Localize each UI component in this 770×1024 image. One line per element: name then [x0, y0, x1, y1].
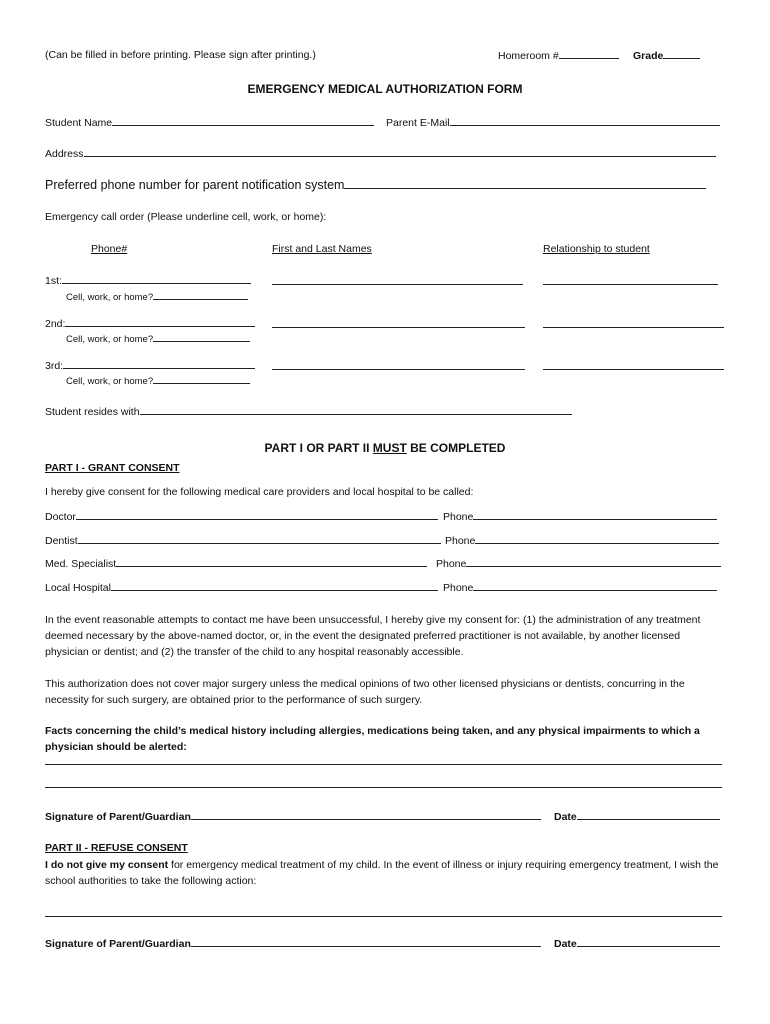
- medical-history-line-2[interactable]: [45, 787, 722, 788]
- must-heading-part2: BE COMPLETED: [406, 441, 506, 455]
- contact-row-3-phone[interactable]: [45, 359, 255, 372]
- contact-row-1-name-line[interactable]: [272, 284, 523, 285]
- provider-doctor-phone[interactable]: [443, 510, 717, 523]
- provider-doctor-label: Doctor: [45, 511, 76, 523]
- medical-history-prompt: Facts concerning the child’s medical history including allergies, medications being taken, and any physical impairments to which a physician should be alerted:: [45, 725, 700, 753]
- provider-doctor-phone-label: Phone: [443, 511, 474, 523]
- contact-row-2-relationship-line[interactable]: [543, 327, 724, 328]
- form-title: EMERGENCY MEDICAL AUTHORIZATION FORM: [247, 82, 523, 96]
- preferred-phone-field[interactable]: [45, 178, 706, 192]
- part1-date-label: Date: [554, 811, 577, 823]
- provider-dentist-phone-label: Phone: [445, 535, 476, 547]
- refuse-text: for emergency medical treatment of my child. In the event of illness or injury requiring emergency treatment, I wish the school authorities to take the following action:: [45, 859, 719, 887]
- provider-dentist-field[interactable]: [45, 534, 441, 547]
- part1-signature-label: Signature of Parent/Guardian: [45, 811, 191, 823]
- refuse-action-line[interactable]: [45, 916, 722, 917]
- contact-row-2-phone[interactable]: [45, 317, 255, 330]
- contact-row-2-type-label: Cell, work, or home?: [66, 334, 154, 345]
- student-name-label: Student Name: [45, 117, 113, 129]
- part1-heading: PART I - GRANT CONSENT: [45, 462, 180, 474]
- provider-dentist-phone[interactable]: [445, 534, 719, 547]
- grade-label: Grade: [633, 50, 664, 62]
- printing-note: (Can be filled in before printing. Please sign after printing.): [45, 49, 316, 61]
- part1-intro: I hereby give consent for the following medical care providers and local hospital to be called:: [45, 486, 474, 498]
- contact-row-1-type-label: Cell, work, or home?: [66, 292, 154, 303]
- contact-row-1-phone[interactable]: [45, 274, 251, 287]
- part2-heading: PART II - REFUSE CONSENT: [45, 842, 188, 854]
- contact-row-3-type[interactable]: [66, 374, 250, 387]
- homeroom-field[interactable]: [498, 49, 619, 62]
- provider-specialist-field[interactable]: [45, 557, 427, 570]
- resides-with-field[interactable]: [45, 405, 572, 418]
- contact-row-2-name-line[interactable]: [272, 327, 525, 328]
- contact-row-1-relationship-line[interactable]: [543, 284, 718, 285]
- surgery-paragraph: This authorization does not cover major surgery unless the medical opinions of two other licensed physicians or dentists, concurring in the necessity for such surgery, are obtained prior to the performance of such surgery.: [45, 678, 685, 706]
- medical-history-line-1[interactable]: [45, 764, 722, 765]
- contact-row-3-label: 3rd:: [45, 360, 64, 372]
- provider-hospital-phone-label: Phone: [443, 582, 474, 594]
- parent-email-field[interactable]: [386, 116, 720, 129]
- provider-dentist-label: Dentist: [45, 535, 78, 547]
- contact-row-3-name-line[interactable]: [272, 369, 525, 370]
- must-complete-heading: [0, 441, 770, 455]
- contact-row-3-relationship-line[interactable]: [543, 369, 724, 370]
- col-phone-header: Phone#: [91, 243, 128, 255]
- must-heading-part1: PART I OR PART II: [264, 441, 373, 455]
- part1-signature-field[interactable]: [45, 810, 541, 823]
- contact-row-2-label: 2nd:: [45, 318, 66, 330]
- contact-row-2-type[interactable]: [66, 332, 250, 345]
- part2-signature-field[interactable]: [45, 937, 541, 950]
- provider-specialist-phone-label: Phone: [436, 558, 467, 570]
- resides-with-label: Student resides with: [45, 406, 140, 418]
- provider-hospital-field[interactable]: [45, 581, 438, 594]
- consent-paragraph: In the event reasonable attempts to contact me have been unsuccessful, I hereby give my consent for: (1) the administration of any treatment deemed necessary by the above-named doctor, or, in the event the designated preferred practitioner is not available, by another licensed physician or dentist; and (2) the transfer of the child to any hospital reasonably accessible.: [45, 614, 701, 658]
- contact-row-1-label: 1st:: [45, 275, 62, 287]
- col-names-header: First and Last Names: [272, 243, 372, 255]
- refuse-paragraph: [45, 857, 725, 889]
- preferred-phone-label: Preferred phone number for parent notification system: [45, 178, 345, 192]
- call-order-instruction: Emergency call order (Please underline cell, work, or home):: [45, 211, 327, 223]
- refuse-bold-text: I do not give my consent: [45, 859, 169, 871]
- provider-hospital-label: Local Hospital: [45, 582, 111, 594]
- col-relationship-header: Relationship to student: [543, 243, 650, 255]
- address-field[interactable]: [45, 147, 716, 160]
- grade-field[interactable]: [633, 49, 700, 62]
- contact-row-1-type[interactable]: [66, 290, 248, 303]
- provider-specialist-phone[interactable]: [436, 557, 721, 570]
- address-label: Address: [45, 148, 84, 160]
- contact-row-3-type-label: Cell, work, or home?: [66, 376, 154, 387]
- part2-date-field[interactable]: [554, 937, 720, 950]
- provider-doctor-field[interactable]: [45, 510, 438, 523]
- provider-hospital-phone[interactable]: [443, 581, 717, 594]
- student-name-field[interactable]: [45, 116, 374, 129]
- part2-signature-label: Signature of Parent/Guardian: [45, 938, 191, 950]
- part2-date-label: Date: [554, 938, 577, 950]
- part1-date-field[interactable]: [554, 810, 720, 823]
- parent-email-label: Parent E-Mail: [386, 117, 450, 129]
- provider-specialist-label: Med. Specialist: [45, 558, 117, 570]
- must-heading-must: MUST: [372, 441, 407, 455]
- homeroom-label: Homeroom #: [498, 50, 559, 62]
